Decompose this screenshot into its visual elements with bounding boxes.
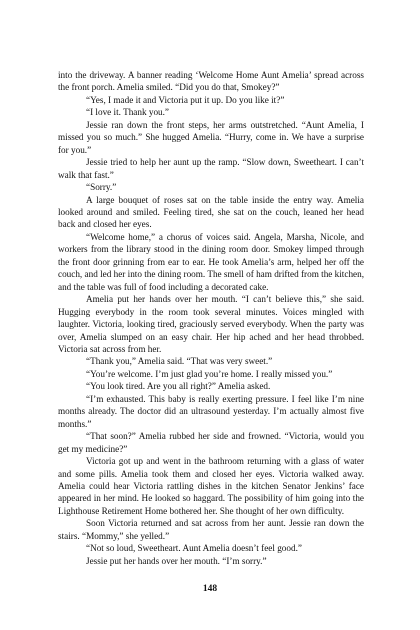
paragraph: “I love it. Thank you.” <box>86 107 170 118</box>
paragraph: “That soon?” Amelia rubbed her side and frowned. “Victoria, would you get my medicine?” <box>58 431 364 454</box>
paragraph: “Sorry.” <box>86 182 117 193</box>
page-number: 148 <box>202 584 218 594</box>
paragraph: Jessie tried to help her aunt up the ramp. “Slow down, Sweetheart. I can’t walk that fast.” <box>58 157 364 180</box>
paragraph: A large bouquet of roses sat on the table inside the entry way. Amelia looked around and smiled. Feeling tired, she sat on the couch, leaned her head back and closed her eyes. <box>58 194 364 230</box>
paragraph: “You look tired. Are you all right?” Amelia asked. <box>86 381 271 392</box>
paragraph: “Welcome home,” a chorus of voices said. Angela, Marsha, Nicole, and workers from the library stood in the dining room door. Smokey limped through the front door grinning from ear to ear. He took Amelia’s arm, helped her off the couch, and led her into the dining room. The smell of ham drifted from the kitchen, and the table was full of food including a decorated cake. <box>58 231 365 292</box>
paragraph: Victoria got up and went in the bathroom returning with a glass of water and some pills. Amelia took them and closed her eyes. Victoria walked away. Amelia could hear Victoria rattling dishes in the kitchen Senator Jenkins’ face appeared in her mind. He looked so haggard. The possibility of him going into the Lighthouse Retirement Home bothered her. She thought of her own difficulty. <box>58 456 364 516</box>
paragraph: Jessie put her hands over her mouth. “I’m sorry.” <box>86 555 267 566</box>
paragraph: Amelia put her hands over her mouth. “I can’t believe this,” she said. Hugging everybody in the room took several minutes. Voices mingled with laughter. Victoria, looking tired, graciously served everybody. When the party was over, Amelia slumped on an easy chair. Her hip ached and her head throbbed. Victoria sat across from her. <box>58 294 364 354</box>
paragraph: into the driveway. A banner reading ‘Welcome Home Aunt Amelia’ spread across the front porch. Amelia smiled. “Did you do that, Smokey?” <box>58 70 364 93</box>
paragraph: Soon Victoria returned and sat across from her aunt. Jessie ran down the stairs. “Mommy,” she yelled.” <box>58 518 364 541</box>
paragraph: “Not so loud, Sweetheart. Aunt Amelia doesn’t feel good.” <box>86 543 302 554</box>
paragraph: “Yes, I made it and Victoria put it up. Do you like it?” <box>86 94 285 105</box>
paragraph: “You’re welcome. I’m just glad you’re home. I really missed you.” <box>86 368 333 379</box>
page-body <box>58 69 364 567</box>
paragraph: “I’m exhausted. This baby is really exerting pressure. I feel like I’m nine months already. The doctor did an ultrasound yesterday. I’m actually almost five months.” <box>58 393 364 429</box>
paragraph: Jessie ran down the front steps, her arms outstretched. “Aunt Amelia, I missed you so much.” She hugged Amelia. “Hurry, come in. We have a surprise for you.” <box>58 119 364 155</box>
paragraph: “Thank you,” Amelia said. “That was very sweet.” <box>86 356 273 367</box>
